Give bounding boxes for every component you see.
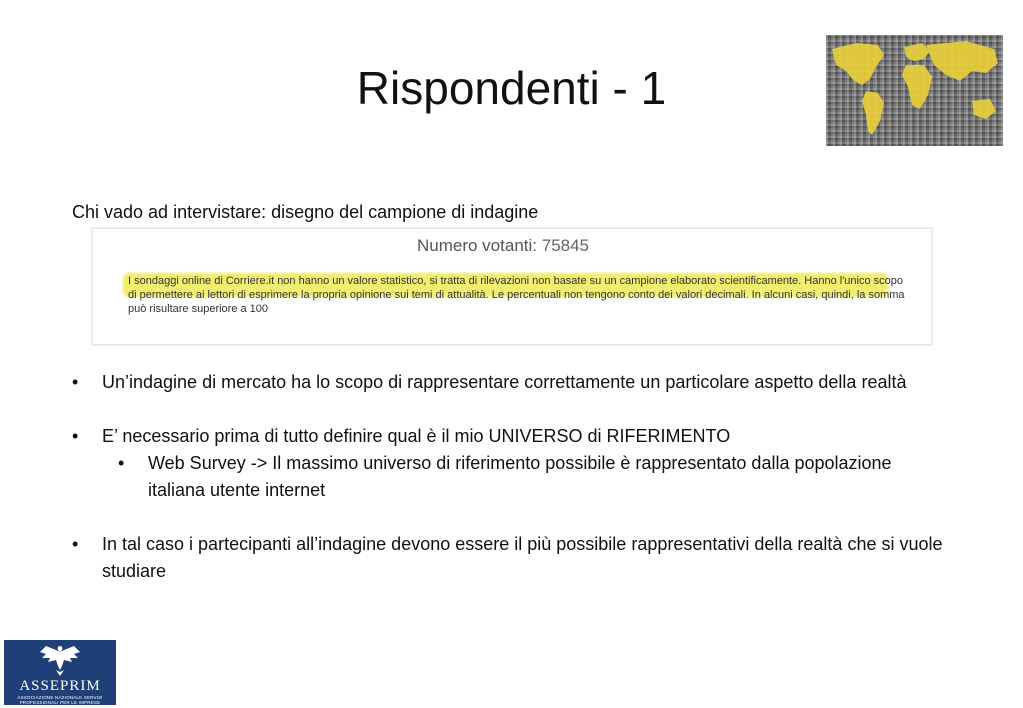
world-map-icon [826, 35, 1003, 146]
poll-votes-heading [417, 236, 589, 256]
bullet-item [72, 369, 952, 396]
world-map-image [826, 35, 1003, 146]
bullet-marker: • [72, 534, 79, 554]
poll-screenshot [92, 228, 932, 345]
poll-votes-label: Numero votanti: [417, 236, 537, 255]
poll-disclaimer [128, 274, 908, 316]
slide-title: Rispondenti - 1 [356, 62, 667, 114]
logo-name: ASSEPRIM [19, 678, 101, 694]
bullet-marker: • [72, 372, 79, 392]
bullet-marker: • [72, 426, 79, 446]
asseprim-logo [4, 640, 116, 705]
sub-bullet-item [72, 450, 952, 504]
bullet-text: In tal caso i partecipanti all’indagine devono essere il più possibile rappresentativi della realtà che si vuole studiare [102, 534, 943, 581]
bullet-text: Un’indagine di mercato ha lo scopo di rappresentare correttamente un particolare aspetto della realtà [102, 372, 907, 392]
poll-disclaimer-rest: Hanno l'unico scopo di permettere ai lettori di esprimere la propria opinione sui temi di attualità. Le percentuali non tengono conto dei valori decimali. In alcuni casi, quindi, la somma può risultare superiore a 100 [128, 275, 905, 315]
bullet-list [72, 369, 952, 612]
poll-votes-count: 75845 [541, 236, 590, 255]
intro-text: Chi vado ad intervistare: disegno del campione di indagine [72, 202, 539, 222]
bullet-item [72, 531, 952, 585]
poll-disclaimer-highlighted: I sondaggi online di Corriere.it non hanno un valore statistico, si tratta di rilevazioni non basate su un campione elaborato scientificamente. [128, 275, 802, 287]
bullet-text: E’ necessario prima di tutto definire qual è il mio UNIVERSO di RIFERIMENTO [102, 426, 731, 446]
bullet-marker: • [118, 453, 125, 473]
logo-subtitle: ASSOCIAZIONE NAZIONALE SERVIZI PROFESSIONALI PER LE IMPRESE [17, 695, 103, 705]
sub-bullet-text: Web Survey -> Il massimo universo di riferimento possibile è rappresentato dalla popolazione italiana utente internet [148, 453, 892, 500]
bullet-item [72, 423, 952, 450]
eagle-icon [38, 642, 82, 678]
